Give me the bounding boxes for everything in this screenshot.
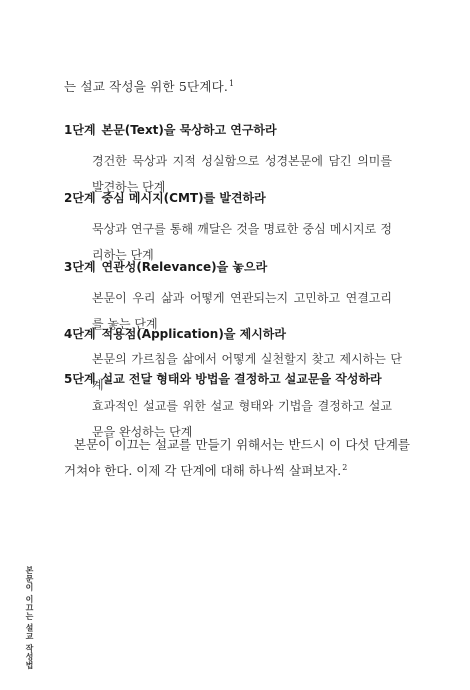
footnote-marker: 2: [342, 462, 348, 472]
step-number: 1단계: [64, 123, 96, 137]
step-heading: [64, 258, 404, 276]
step-description: 묵상과 연구를 통해 깨달은 것을 명료한 중심 메시지로 정리하는 단계: [92, 222, 392, 262]
step-title: 연관성(Relevance)을 놓으라: [101, 260, 268, 274]
step-title: 설교 전달 형태와 방법을 결정하고 설교문을 작성하라: [101, 372, 382, 386]
intro-text: 는 설교 작성을 위한 5단계다.: [64, 79, 229, 94]
intro-paragraph: [64, 78, 424, 96]
step-title: 본문(Text)을 묵상하고 연구하라: [101, 123, 277, 137]
step-description: 본문의 가르침을 삶에서 어떻게 실천할지 찾고 제시하는 단계: [92, 352, 402, 392]
footnote-marker: 1: [229, 78, 235, 88]
conclusion-text: 본문이 이끄는 설교를 만들기 위해서는 반드시 이 다섯 단계를 거쳐야 한다. 이제 각 단계에 대해 하나씩 살펴보자.: [64, 437, 410, 478]
step-description: 효과적인 설교를 위한 설교 형태와 기법을 결정하고 설교문을 완성하는 단계: [92, 399, 392, 439]
step-number: 3단계: [64, 260, 96, 274]
step-heading: [64, 325, 404, 343]
step-number: 2단계: [64, 191, 96, 205]
step-number: 5단계: [64, 372, 96, 386]
step-description: 경건한 묵상과 지적 성실함으로 성경본문에 담긴 의미를 발견하는 단계: [92, 154, 392, 194]
step-heading: [64, 370, 404, 388]
step-number: 4단계: [64, 327, 96, 341]
step-heading: [64, 121, 404, 139]
step-title: 적용점(Application)을 제시하라: [101, 327, 286, 341]
conclusion-paragraph: [64, 432, 410, 484]
step-heading: [64, 189, 404, 207]
step-title: 중심 메시지(CMT)를 발견하라: [101, 191, 266, 205]
step-description: 본문이 우리 삶과 어떻게 연관되는지 고민하고 연결고리를 놓는 단계: [92, 291, 392, 331]
step-2: [64, 189, 404, 268]
running-head: 본문이 이끄는 설교 작성법: [25, 566, 34, 670]
